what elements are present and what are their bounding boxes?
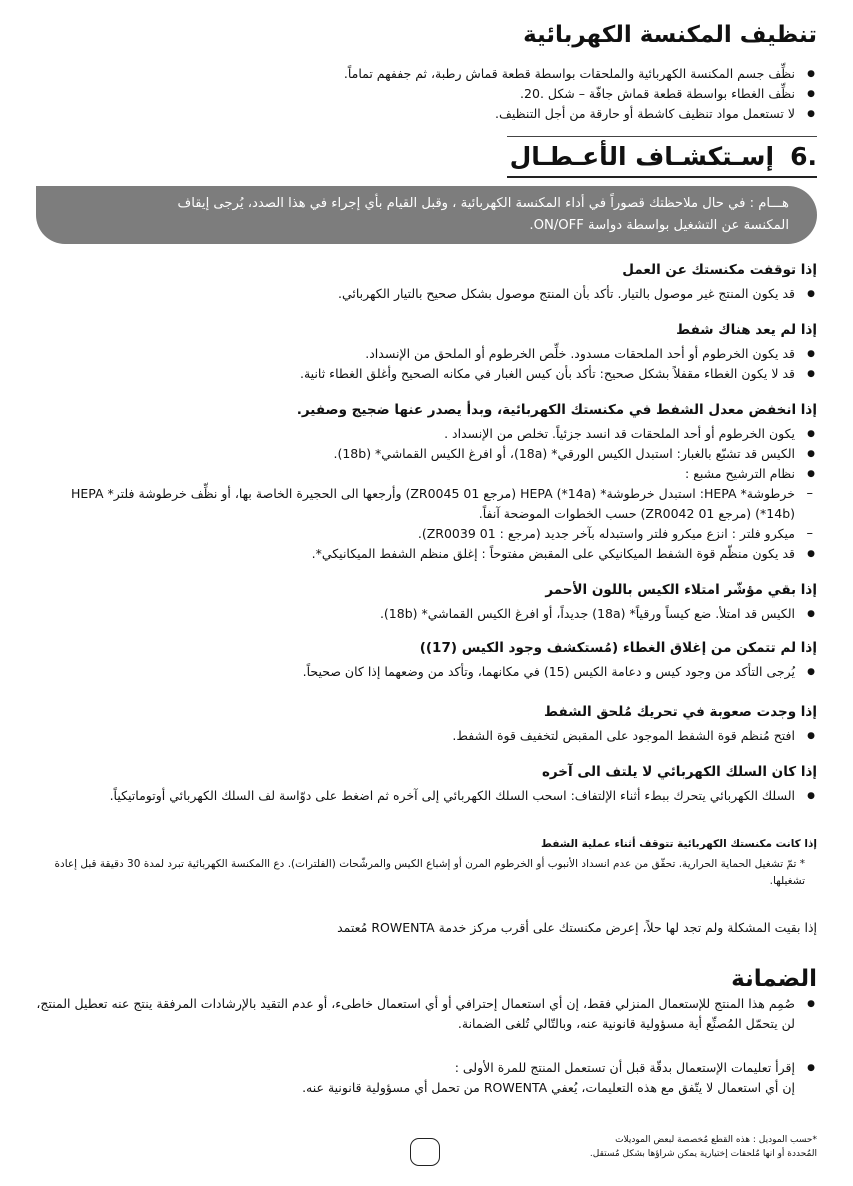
issue-block	[36, 320, 817, 384]
warranty-line: إن أي استعمال لا يتّفق مع هذه التعليمات، يُعفي ROWENTA من تحمل أي مسؤولية قانونية عنه.	[302, 1080, 795, 1095]
issue-heading: إذا بقي مؤشّر امتلاء الكيس باللون الأحمر	[545, 582, 817, 598]
section-number: .6	[790, 142, 817, 171]
warranty-title: الضمانة	[731, 966, 817, 992]
troubleshooting-heading	[36, 142, 817, 171]
issue-item: ● يكون الخرطوم أو أحد الملحقات قد انسد جزئياً. تخلص من الإنسداد .	[36, 424, 817, 444]
cleaning-title: تنظيف المكنسة الكهربائية	[523, 22, 817, 48]
issue-block	[36, 638, 817, 682]
important-banner	[36, 186, 817, 244]
thermal-note-heading: إذا كانت مكنستك الكهربائية تتوقف أثناء عملية الشفط	[540, 838, 817, 850]
filter-item: – ميكرو فلتر : انزع ميكرو فلتر واستبدله بآخر جديد (مرجع : ZR0039 01).	[36, 524, 817, 544]
warranty-list	[36, 994, 817, 1034]
issue-heading: إذا توقفت مكنستك عن العمل	[622, 262, 817, 278]
cleaning-item: ● لا تستعمل مواد تنظيف كاشطة أو حارقة من أجل التنظيف.	[36, 104, 817, 124]
filter-item: – خرطوشة* HEPA: استبدل خرطوشة* HEPA (*14a) (مرجع ZR0045 01) وأرجعها الى الحجيرة الخاصة بها، أو نظِّف خرطوشة فلتر* HEPA (*14b) (مرجع ZR0042 01) حسب الخطوات الموضحة آنفاً.	[36, 484, 817, 524]
issue-item: ● افتح مُنظم قوة الشفط الموجود على المقبض لتخفيف قوة الشفط.	[36, 726, 817, 746]
issue-block	[36, 580, 817, 624]
issue-heading: إذا لم يعد هناك شفط	[676, 322, 817, 338]
cleaning-item: ● نظِّف جسم المكنسة الكهربائية والملحقات بواسطة قطعة قماش رطبة، ثم جففهم تماماً.	[36, 64, 817, 84]
issue-item: ● يُرجى التأكد من وجود كيس و دعامة الكيس (15) في مكانهما، وتأكد من وضعهما إذا كان صحيحاً.	[36, 662, 817, 682]
issue-item: ● قد لا يكون الغطاء مقفلاً بشكل صحيح: تأكد بأن كيس الغبار في مكانه الصحيح وأغلق الغطاء ثانية.	[36, 364, 817, 384]
issue-item: ● قد يكون المنتج غير موصول بالتيار. تأكد بأن المنتج موصول بشكل صحيح بالتيار الكهربائي.	[36, 284, 817, 304]
issue-heading: إذا انخفض معدل الشفط في مكنستك الكهربائية، وبدأ يصدر عنها ضجيج وصفير.	[296, 402, 817, 418]
section-rule-top	[507, 136, 817, 137]
issue-item: ● الكيس قد تشبّع بالغبار: استبدل الكيس الورقي* (18a)، أو افرغ الكيس القماشي* (18b).	[36, 444, 817, 464]
footnote-line: *حسب الموديل : هذه القطع مُخصصة لبعض الموديلات	[615, 1135, 817, 1145]
section-title: إسـتكشـاف الأعـطـال	[509, 142, 775, 171]
issue-item: ● السلك الكهربائي يتحرك ببطء أثناء الإلتفاف: اسحب السلك الكهربائي إلى آخره ثم اضغط على دوّاسة لف السلك الكهربائي أوتوماتيكياً.	[36, 786, 817, 806]
issue-heading: إذا كان السلك الكهربائي لا يلتف الى آخره	[541, 764, 817, 780]
banner-line: المكنسة عن التشغيل بواسطة دواسة ON/OFF.	[529, 218, 789, 233]
warranty-item: ● صُمِم هذا المنتج للإستعمال المنزلي فقط، إن أي استعمال إحترافي أو أي استعمال خاطىء، أو عدم التقيد بالإرشادات المرفقة ينتج عنه تعطيل المنتج، لن يتحمّل المُصنِّع أية مسؤولية قانونية عنه، وبالتّالي تُلغى الضمانة.	[36, 994, 817, 1034]
banner-line: هـــام : في حال ملاحظتك قصوراً في أداء المكنسة الكهربائية ، وقبل القيام بأي إجراء في هذا الصدد، يُرجى إيقاف	[177, 196, 789, 211]
issue-item: ● قد يكون منظّم قوة الشفط الميكانيكي على المقبض مفتوحاً : إغلق منظم الشفط الميكانيكي*.	[36, 544, 817, 564]
issue-block	[36, 260, 817, 304]
page-number-box	[410, 1138, 440, 1166]
section-rule-bottom	[507, 176, 817, 178]
issue-item: ● قد يكون الخرطوم أو أحد الملحقات مسدود. خلِّص الخرطوم أو الملحق من الإنسداد.	[36, 344, 817, 364]
issue-heading: إذا لم تتمكن من إغلاق الغطاء (مُستكشف وجود الكيس (17))	[419, 640, 817, 656]
issue-block	[36, 762, 817, 806]
issue-block	[36, 400, 817, 564]
cleaning-list	[36, 64, 817, 124]
warranty-item	[36, 1058, 817, 1098]
footnote	[590, 1133, 817, 1161]
thermal-note-body: * تمّ تشغيل الحماية الحرارية. تحقّق من عدم انسداد الأنبوب أو الخرطوم المرن أو إشباع الكيس والمرشّحات (الفلترات). دع االمكنسة الكهربائية تبرد لمدة 30 دقيقة قبل إعادة تشغيلها.	[54, 858, 805, 887]
issue-item: ● الكيس قد امتلأ. ضع كيساً ورقياً* (18a) جديداً، أو افرغ الكيس القماشي* (18b).	[36, 604, 817, 624]
issue-heading: إذا وجدت صعوبة في تحريك مُلحق الشفط	[544, 704, 817, 720]
thermal-note	[36, 836, 817, 890]
issue-block	[36, 702, 817, 746]
service-line: إذا بقيت المشكلة ولم تجد لها حلاً، إعرض مكنستك على أقرب مركز خدمة ROWENTA مُعتمد	[337, 920, 817, 935]
warranty-line: إقرأ تعليمات الإستعمال بدقّة قبل أن تستعمل المنتج للمرة الأولى :	[454, 1060, 795, 1075]
footnote-line: المُحددة أو انها مُلحقات إختيارية يمكن شراؤها بشكل مُستقل.	[589, 1149, 817, 1159]
warranty-list	[36, 1058, 817, 1098]
cleaning-item: ● نظِّف الغطاء بواسطة قطعة قماش جافّة – شكل .20.	[36, 84, 817, 104]
issue-item: ● نظام الترشيح مشبع :	[36, 464, 817, 484]
